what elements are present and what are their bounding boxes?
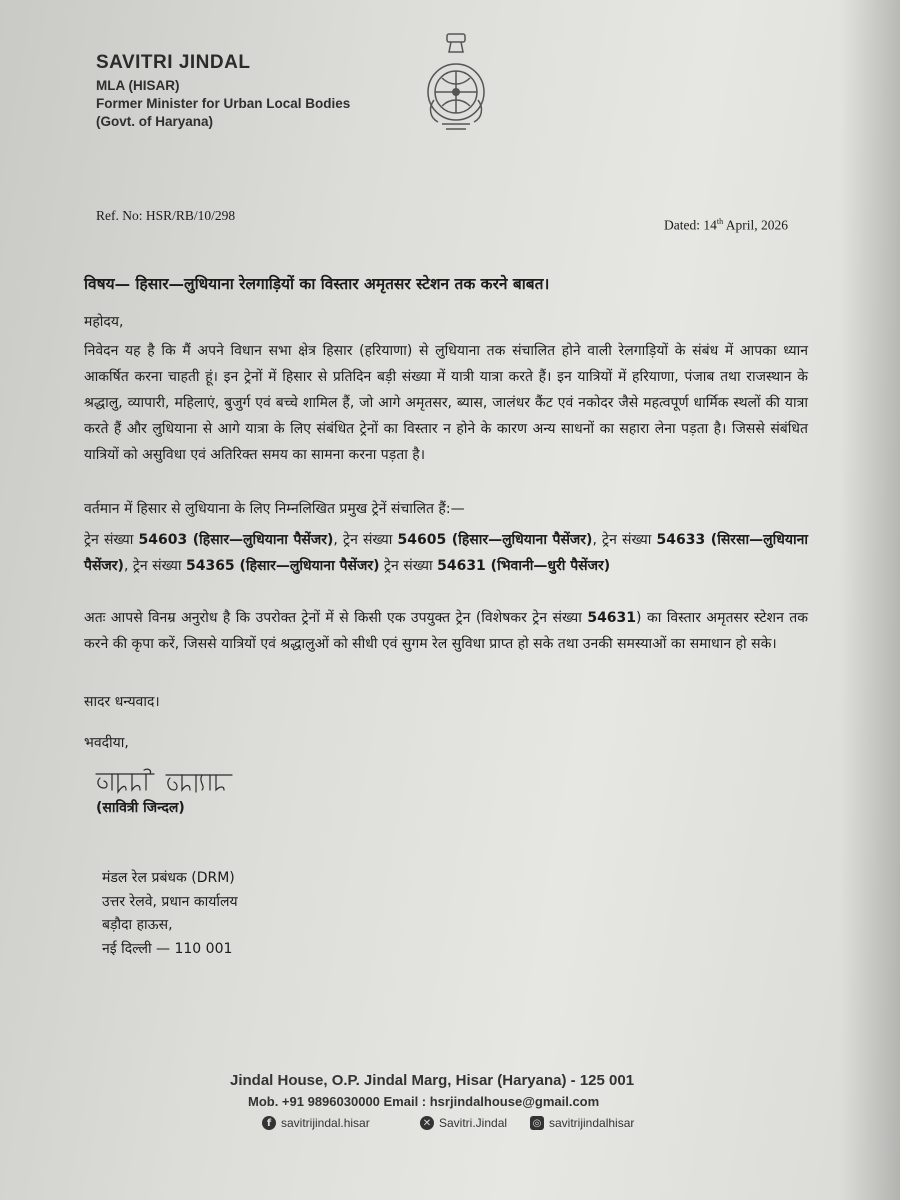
facebook-handle	[262, 1116, 370, 1130]
letter-date: Dated: 14th April, 2026	[664, 217, 788, 233]
footer-address: Jindal House, O.P. Jindal Marg, Hisar (Haryana) - 125 001	[230, 1072, 635, 1089]
reference-number: Ref. No: HSR/RB/10/298	[96, 208, 236, 223]
footer-contact: Mob. +91 9896030000 Email : hsrjindalhouse@gmail.com	[248, 1094, 600, 1109]
page-shadow	[840, 0, 900, 1200]
x-icon: ✕	[420, 1116, 434, 1130]
subject-line: विषय— हिसार—लुधियाना रेलगाड़ियों का विस्तार अमृतसर स्टेशन तक करने बाबत।	[84, 275, 550, 293]
body-paragraph-1: निवेदन यह है कि मैं अपने विधान सभा क्षेत्र हिसार (हरियाणा) से लुधियाना तक संचालित होने वाली रेलगाड़ियों के संबंध में आपका ध्यान आकर्षित करना चाहती हूं। इन ट्रेनों में हिसार से प्रतिदिन बड़ी संख्या में यात्री यात्रा करते हैं। इन यात्रियों में हरियाणा, पंजाब तथा राजस्थान के श्रद्धालु, व्यापारी, महिलाएं, बुजुर्ग एवं बच्चे शामिल हैं, जो आगे अमृतसर, ब्यास, जालंधर कैंट एवं नकोदर जैसे महत्वपूर्ण धार्मिक स्थलों की यात्रा करते हैं और लुधियाना से आगे यात्रा के लिए संबंधित ट्रेनों का विस्तार न होने के कारण अन्य साधनों का सहारा लेना पड़ता है। जिससे संबंधित यात्रियों को असुविधा एवं अतिरिक्त समय का सामना करना पड़ता है।	[84, 343, 808, 463]
handwritten-signature	[92, 768, 242, 796]
recipient-line-1: मंडल रेल प्रबंधक (DRM)	[102, 870, 235, 886]
thanks-line: सादर धन्यवाद।	[84, 694, 160, 710]
x-handle-text: Savitri.Jindal	[439, 1116, 508, 1130]
body-paragraph-2: वर्तमान में हिसार से लुधियाना के लिए निम्नलिखित प्रमुख ट्रेनें संचालित हैं:—	[84, 501, 465, 517]
request-paragraph: अतः आपसे विनम्र अनुरोध है कि उपरोक्त ट्रेनों में से किसी एक उपयुक्त ट्रेन (विशेषकर ट्रेन संख्या 54631) का विस्तार अमृतसर स्टेशन तक करने की कृपा करें, जिससे यात्रियों एवं श्रद्धालुओं को सीधी एवं सुगम रेल सुविधा प्राप्त हो सके तथा उनकी समस्याओं का समाधान हो सके।	[84, 610, 808, 652]
facebook-handle-text: savitrijindal.hisar	[281, 1116, 370, 1130]
letterhead-position: Former Minister for Urban Local Bodies	[96, 96, 351, 111]
letterhead-govt: (Govt. of Haryana)	[96, 114, 214, 129]
recipient-line-4: नई दिल्ली — 110 001	[102, 941, 233, 957]
facebook-icon: f	[262, 1116, 276, 1130]
signatory-name: (सावित्री जिन्दल)	[96, 800, 185, 816]
recipient-line-2: उत्तर रेलवे, प्रधान कार्यालय	[102, 894, 238, 910]
recipient-line-3: बड़ौदा हाऊस,	[102, 917, 173, 933]
instagram-handle-text: savitrijindalhisar	[549, 1116, 635, 1130]
salutation: महोदय,	[84, 314, 124, 330]
letterhead-title: MLA (HISAR)	[96, 78, 180, 93]
train-list-paragraph: ट्रेन संख्या 54603 (हिसार—लुधियाना पैसेंजर), ट्रेन संख्या 54605 (हिसार—लुधियाना पैसेंजर), ट्रेन संख्या 54633 (सिरसा—लुधियाना पैसेंजर), ट्रेन संख्या 54365 (हिसार—लुधियाना पैसेंजर) ट्रेन संख्या 54631 (भिवानी—धुरी पैसेंजर)	[84, 532, 808, 574]
instagram-icon: ◎	[530, 1116, 544, 1130]
haryana-emblem-icon	[420, 30, 492, 138]
letterhead-name: SAVITRI JINDAL	[96, 52, 251, 73]
closing-regards: भवदीया,	[84, 735, 129, 751]
instagram-handle	[530, 1116, 634, 1130]
x-handle	[420, 1116, 507, 1130]
